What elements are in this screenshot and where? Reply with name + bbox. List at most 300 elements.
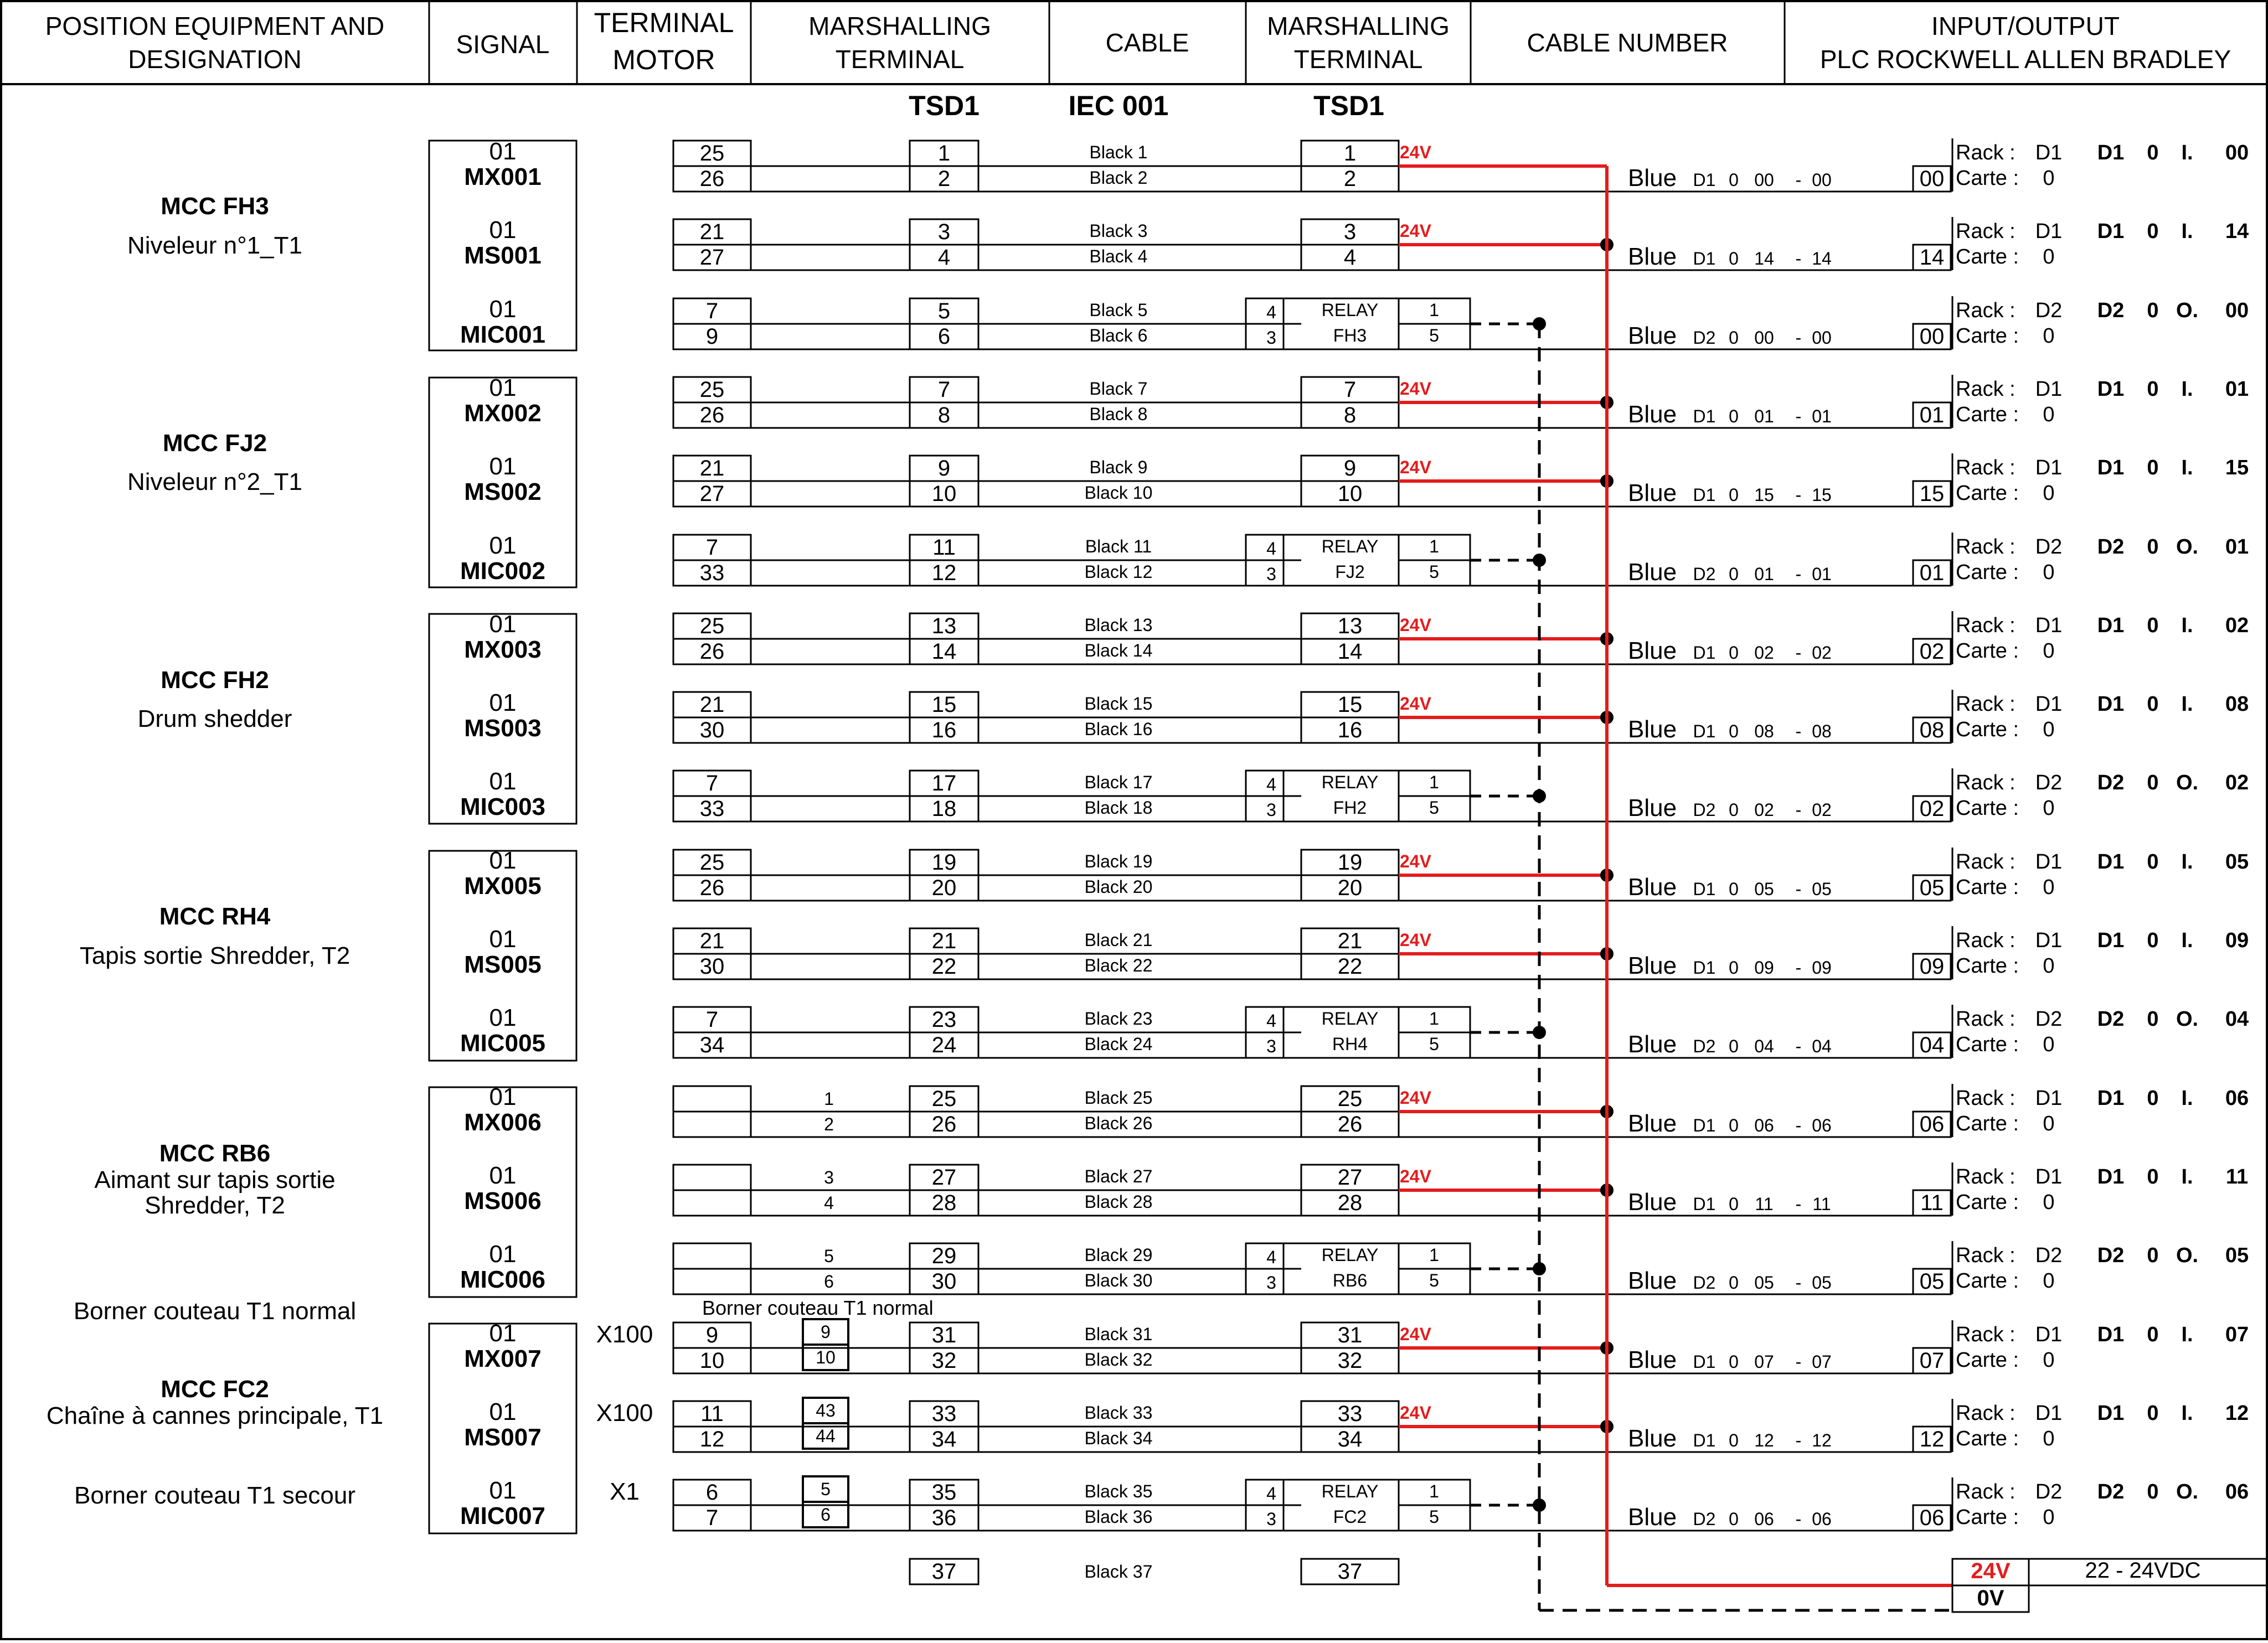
rack-label: Rack : — [1956, 378, 2016, 401]
io-channel: 05 — [1919, 1269, 1945, 1294]
header-terminal-motor-2: MOTOR — [612, 44, 715, 75]
terminal-row — [460, 296, 2249, 349]
cable-number-part: 02 — [1812, 800, 1832, 820]
cable-core: Black 25 — [1084, 1088, 1153, 1108]
io-channel: 02 — [1919, 639, 1945, 664]
signal-tag: MIC002 — [460, 557, 546, 585]
carte-label: Carte : — [1956, 245, 2019, 268]
cable-number-part: 14 — [1812, 249, 1832, 268]
group-name: MCC FH2 — [161, 666, 269, 694]
cable-number-part: 01 — [1754, 406, 1774, 426]
io-address: 02 — [2225, 771, 2249, 794]
marshalling-terminal: 5 — [937, 299, 951, 323]
marshalling-terminal: 25 — [931, 1087, 957, 1111]
cable-number-part: 0 — [1729, 958, 1739, 978]
rack-label: Rack : — [1956, 1087, 2016, 1110]
motor-terminal: 6 — [705, 1480, 719, 1505]
marshalling-terminal: 33 — [1337, 1402, 1363, 1426]
marshalling-terminal: 7 — [1343, 378, 1357, 402]
io-address: 11 — [2225, 1165, 2249, 1189]
signal-tag: MIC003 — [460, 793, 546, 820]
rack-label: Rack : — [1956, 1402, 2016, 1425]
relay-terminal: 5 — [1429, 798, 1439, 818]
io-address: 0 — [2147, 141, 2159, 164]
rack-value: D2 — [2035, 299, 2063, 322]
motor-terminal: 7 — [705, 299, 719, 323]
cable-number-color: Blue — [1628, 952, 1677, 979]
motor-wire-number: 1 — [824, 1089, 834, 1109]
motor-terminal: 9 — [705, 324, 719, 349]
cable-number-part: 05 — [1754, 879, 1774, 899]
motor-terminal: 21 — [699, 929, 725, 953]
rack-value: D1 — [2035, 141, 2063, 164]
header-marshalling-1b: TERMINAL — [835, 45, 965, 74]
marshalling-terminal: 9 — [937, 456, 951, 480]
borner-normal-label: Borner couteau T1 normal — [73, 1298, 357, 1325]
group-desc: Chaîne à cannes principale, T1 — [46, 1402, 384, 1429]
signal-tag: MX005 — [464, 872, 542, 900]
io-channel: 07 — [1919, 1348, 1945, 1373]
cable-number-part: 0 — [1729, 170, 1739, 190]
cable-number-color: Blue — [1628, 479, 1677, 507]
motor-terminal: 30 — [699, 718, 725, 742]
cable-core: Black 11 — [1085, 536, 1152, 556]
cable-number-part: 14 — [1754, 249, 1774, 268]
marshalling-terminal: 10 — [931, 482, 957, 506]
marshalling-terminal: 23 — [931, 1008, 957, 1032]
cable-number-part: 0 — [1729, 406, 1739, 426]
terminal-row — [464, 374, 2249, 428]
marshalling-terminal: 22 — [931, 954, 957, 979]
marshalling-terminal: 16 — [931, 718, 957, 742]
marshalling-terminal: 33 — [931, 1402, 957, 1426]
motor-wire-number: 3 — [824, 1167, 834, 1187]
io-address: 0 — [2147, 1008, 2159, 1031]
supply-voltage: 22 - 24VDC — [2085, 1558, 2201, 1583]
voltage-24v: 24V — [1400, 1403, 1431, 1423]
rack-value: D2 — [2035, 1480, 2063, 1504]
io-address: D1 — [2097, 141, 2125, 164]
cable-number-part: 0 — [1729, 485, 1739, 505]
marshalling-terminal: 31 — [931, 1323, 957, 1347]
supply-0v: 0V — [1977, 1586, 2004, 1610]
carte-label: Carte : — [1956, 1348, 2019, 1372]
motor-terminal: 26 — [699, 403, 725, 427]
io-address: I. — [2181, 220, 2193, 243]
voltage-24v: 24V — [1400, 142, 1431, 162]
carte-label: Carte : — [1956, 1506, 2019, 1529]
cable-number-part: 09 — [1812, 958, 1832, 978]
borner-secour-label: Borner couteau T1 secour — [74, 1482, 355, 1509]
terminal-row — [464, 1398, 2249, 1452]
rack-value: D1 — [2035, 929, 2063, 952]
carte-value: 0 — [2043, 1427, 2055, 1450]
io-address: 06 — [2225, 1087, 2249, 1110]
motor-terminal: 34 — [699, 1033, 725, 1057]
carte-value: 0 — [2043, 1348, 2055, 1372]
cable-core: Black 10 — [1084, 483, 1153, 503]
io-address: 00 — [2225, 141, 2249, 164]
io-address: D2 — [2097, 771, 2125, 794]
relay-terminal: 3 — [1266, 1036, 1276, 1056]
relay-label: FJ2 — [1335, 562, 1365, 582]
cable-core: Black 34 — [1084, 1428, 1153, 1448]
cable-number-part: 0 — [1729, 721, 1739, 741]
io-address: D1 — [2097, 456, 2125, 479]
rack-value: D1 — [2035, 1323, 2063, 1346]
signal-number: 01 — [489, 847, 517, 874]
io-address: I. — [2181, 1165, 2193, 1189]
cable-number-color: Blue — [1628, 401, 1677, 428]
motor-terminal: 25 — [699, 614, 725, 638]
group-name: MCC FC2 — [161, 1376, 269, 1403]
marshalling-terminal: 2 — [1343, 167, 1357, 191]
marshalling-terminal: 31 — [1337, 1323, 1363, 1347]
rack-value: D1 — [2035, 1165, 2063, 1189]
relay-terminal: 1 — [1429, 1481, 1439, 1501]
header-io-1: INPUT/OUTPUT — [1931, 12, 2120, 40]
cable-core: Black 23 — [1084, 1009, 1153, 1029]
marshalling-terminal: 9 — [1343, 456, 1357, 480]
last-marshalling-terminal-2: 37 — [1337, 1559, 1363, 1584]
carte-value: 0 — [2043, 1191, 2055, 1214]
carte-label: Carte : — [1956, 1427, 2019, 1450]
last-marshalling-terminal: 37 — [931, 1559, 957, 1584]
rack-label: Rack : — [1956, 299, 2016, 322]
rack-value: D1 — [2035, 220, 2063, 243]
io-address: 0 — [2147, 1165, 2159, 1189]
carte-value: 0 — [2043, 245, 2055, 268]
io-address: D1 — [2097, 1323, 2125, 1346]
voltage-24v: 24V — [1400, 615, 1431, 635]
carte-label: Carte : — [1956, 1269, 2019, 1293]
rack-value: D2 — [2035, 1008, 2063, 1031]
io-address: I. — [2181, 378, 2193, 401]
relay-terminal: 4 — [1266, 1484, 1276, 1504]
cable-number-part: 15 — [1754, 485, 1774, 505]
borner-terminal: 9 — [821, 1322, 831, 1342]
cable-number-part: D1 — [1693, 406, 1716, 426]
rack-label: Rack : — [1956, 141, 2016, 164]
signal-number: 01 — [489, 689, 517, 716]
signal-number: 01 — [489, 453, 517, 480]
cable-number-part: D2 — [1693, 328, 1716, 348]
marshalling-terminal: 25 — [1337, 1087, 1363, 1111]
marshalling-terminal: 21 — [1337, 929, 1363, 953]
cable-number-part: 06 — [1754, 1509, 1774, 1529]
marshalling-terminal: 15 — [1337, 693, 1363, 717]
cable-core: Black 1 — [1089, 142, 1148, 162]
cable-number-part: 11 — [1755, 1194, 1774, 1214]
marshalling-terminal: 32 — [931, 1348, 957, 1373]
io-address: 09 — [2225, 929, 2249, 952]
cable-number-part: D1 — [1693, 170, 1716, 190]
group-name: MCC FJ2 — [162, 430, 267, 457]
signal-number: 01 — [489, 1320, 517, 1347]
marshalling-terminal: 8 — [1343, 403, 1357, 427]
carte-value: 0 — [2043, 403, 2055, 426]
io-address: 15 — [2225, 456, 2249, 479]
cable-number-part: - — [1795, 1430, 1802, 1450]
subheader-cable-type: IEC 001 — [1068, 90, 1169, 121]
cable-number-part: - — [1795, 1273, 1802, 1293]
rack-label: Rack : — [1956, 1244, 2016, 1267]
io-address: 02 — [2225, 614, 2249, 637]
motor-terminal: 26 — [699, 167, 725, 191]
relay-terminal: 3 — [1266, 328, 1276, 348]
relay-terminal: 1 — [1429, 1245, 1439, 1265]
marshalling-terminal: 6 — [937, 324, 951, 349]
group-name: MCC FH3 — [161, 193, 269, 220]
cable-core: Black 36 — [1084, 1507, 1153, 1527]
cable-core: Black 8 — [1089, 404, 1148, 424]
cable-core: Black 28 — [1084, 1192, 1153, 1212]
cable-core: Black 13 — [1084, 615, 1153, 635]
motor-terminal: 21 — [699, 693, 725, 717]
signal-number: 01 — [489, 1162, 517, 1189]
marshalling-terminal: 12 — [931, 561, 957, 585]
carte-value: 0 — [2043, 482, 2055, 505]
marshalling-terminal: 21 — [931, 929, 957, 953]
motor-terminal: 26 — [699, 639, 725, 664]
cable-number-part: 07 — [1812, 1352, 1832, 1372]
cable-number-part: D1 — [1693, 1115, 1716, 1135]
signal-number: 01 — [489, 611, 517, 638]
io-channel: 09 — [1919, 954, 1945, 979]
borner-terminal: 43 — [816, 1401, 836, 1420]
cable-core: Black 24 — [1084, 1034, 1153, 1054]
io-address: I. — [2181, 1402, 2193, 1425]
motor-terminal: 27 — [699, 245, 725, 270]
motor-terminal: 33 — [699, 561, 725, 585]
rack-value: D2 — [2035, 535, 2063, 559]
io-address: D1 — [2097, 220, 2125, 243]
relay-label: RELAY — [1321, 536, 1379, 556]
relay-label: RELAY — [1321, 300, 1379, 320]
rack-value: D1 — [2035, 1402, 2063, 1425]
cable-number-part: 0 — [1729, 1430, 1739, 1450]
signal-tag: MX002 — [464, 400, 542, 427]
marshalling-terminal: 19 — [931, 850, 957, 875]
cable-number-color: Blue — [1628, 1504, 1677, 1531]
carte-value: 0 — [2043, 1269, 2055, 1293]
marshalling-terminal: 27 — [1337, 1165, 1363, 1190]
cable-number-part: 0 — [1729, 1036, 1739, 1056]
carte-label: Carte : — [1956, 718, 2019, 741]
voltage-24v: 24V — [1400, 1088, 1431, 1108]
io-address: 0 — [2147, 299, 2159, 322]
carte-value: 0 — [2043, 876, 2055, 899]
carte-label: Carte : — [1956, 797, 2019, 820]
motor-terminal: 25 — [699, 378, 725, 402]
signal-number: 01 — [489, 532, 517, 559]
io-address: 01 — [2225, 378, 2249, 401]
relay-terminal: 1 — [1429, 1009, 1439, 1029]
relay-terminal: 3 — [1266, 1509, 1276, 1529]
cable-number-part: 0 — [1729, 643, 1739, 663]
signal-number: 01 — [489, 926, 517, 953]
cable-number-color: Blue — [1628, 243, 1677, 270]
carte-label: Carte : — [1956, 403, 2019, 426]
relay-terminal: 5 — [1429, 562, 1439, 582]
cable-number-part: 0 — [1729, 1352, 1739, 1372]
io-address: 14 — [2225, 220, 2249, 243]
cable-number-part: 11 — [1812, 1194, 1831, 1214]
cable-number-part: - — [1795, 1509, 1802, 1529]
carte-value: 0 — [2043, 639, 2055, 663]
cable-number-part: D2 — [1693, 800, 1716, 820]
rack-label: Rack : — [1956, 1008, 2016, 1031]
motor-terminal: 7 — [705, 535, 719, 560]
cable-number-part: 02 — [1754, 800, 1774, 820]
io-address: 04 — [2225, 1008, 2249, 1031]
io-address: D1 — [2097, 693, 2125, 716]
cable-number-part: 04 — [1754, 1036, 1774, 1056]
power-supply — [1952, 1558, 2267, 1612]
relay-terminal: 5 — [1429, 326, 1439, 345]
header-cable-number: CABLE NUMBER — [1527, 28, 1728, 57]
cable-number-part: 00 — [1812, 328, 1832, 348]
header-cable: CABLE — [1105, 28, 1189, 57]
io-channel: 00 — [1919, 324, 1945, 349]
terminal-row — [460, 768, 2249, 822]
cable-number-part: D1 — [1693, 485, 1716, 505]
cable-number-part: D1 — [1693, 1194, 1716, 1214]
carte-value: 0 — [2043, 1033, 2055, 1056]
marshalling-terminal: 1 — [937, 141, 951, 166]
last-row — [910, 1559, 1399, 1584]
group-desc: Shredder, T2 — [145, 1192, 285, 1219]
cable-number-part: 06 — [1812, 1509, 1832, 1529]
marshalling-terminal: 27 — [931, 1165, 957, 1190]
motor-terminal: 33 — [699, 797, 725, 821]
cable-number-part: 15 — [1812, 485, 1832, 505]
cable-number-part: 07 — [1754, 1352, 1774, 1372]
carte-value: 0 — [2043, 1112, 2055, 1135]
header-terminal-motor-1: TERMINAL — [594, 7, 734, 38]
signal-tag: MS003 — [464, 715, 542, 742]
motor-terminal: 30 — [699, 954, 725, 979]
marshalling-terminal: 4 — [937, 245, 951, 270]
cable-number-part: 08 — [1812, 721, 1832, 741]
signal-number: 01 — [489, 138, 517, 165]
io-address: D1 — [2097, 929, 2125, 952]
voltage-24v: 24V — [1400, 1166, 1431, 1186]
io-address: 0 — [2147, 535, 2159, 559]
relay-terminal: 5 — [1429, 1034, 1439, 1054]
cable-number-color: Blue — [1628, 1267, 1677, 1294]
header-signal: SIGNAL — [456, 30, 550, 59]
rack-label: Rack : — [1956, 456, 2016, 479]
cable-number-part: 00 — [1754, 170, 1774, 190]
io-address: I. — [2181, 141, 2193, 164]
cable-core: Black 12 — [1084, 562, 1153, 582]
motor-terminal: 27 — [699, 482, 725, 506]
cable-core: Black 20 — [1084, 877, 1153, 897]
cable-number-part: 05 — [1812, 1273, 1832, 1293]
rack-value: D1 — [2035, 378, 2063, 401]
io-channel: 14 — [1919, 245, 1945, 270]
io-address: 0 — [2147, 1402, 2159, 1425]
carte-label: Carte : — [1956, 1033, 2019, 1056]
header-row — [1, 1, 2267, 84]
signal-number: 01 — [489, 768, 517, 795]
group-desc: Aimant sur tapis sortie — [94, 1166, 336, 1194]
io-address: 0 — [2147, 1323, 2159, 1346]
marshalling-terminal: 4 — [1343, 245, 1357, 270]
io-address: 12 — [2225, 1402, 2249, 1425]
carte-label: Carte : — [1956, 482, 2019, 505]
power-bus — [1539, 166, 1952, 1610]
signal-tag: MX003 — [464, 636, 542, 663]
signal-tag: MS002 — [464, 478, 542, 505]
cable-number-color: Blue — [1628, 164, 1677, 192]
io-channel: 05 — [1919, 876, 1945, 900]
carte-value: 0 — [2043, 718, 2055, 741]
cable-core: Black 7 — [1089, 379, 1148, 399]
motor-terminal-block: X1 — [610, 1478, 640, 1505]
relay-label: RELAY — [1321, 1009, 1379, 1029]
io-address: 05 — [2225, 1244, 2249, 1267]
rack-value: D2 — [2035, 1244, 2063, 1267]
io-address: D2 — [2097, 535, 2125, 559]
cable-number-part: 0 — [1729, 1194, 1739, 1214]
io-address: O. — [2176, 1244, 2199, 1267]
io-address: 0 — [2147, 1087, 2159, 1110]
group-name: MCC RB6 — [159, 1140, 271, 1167]
cable-number-part: 04 — [1812, 1036, 1832, 1056]
carte-value: 0 — [2043, 324, 2055, 348]
cable-number-part: - — [1795, 1352, 1802, 1372]
cable-number-part: - — [1795, 406, 1802, 426]
io-address: 0 — [2147, 929, 2159, 952]
cable-number-color: Blue — [1628, 559, 1677, 586]
cable-number-part: 01 — [1754, 564, 1774, 584]
cable-number-color: Blue — [1628, 1031, 1677, 1058]
terminal-row — [464, 847, 2249, 901]
io-address: 00 — [2225, 299, 2249, 322]
relay-label: FC2 — [1333, 1507, 1367, 1527]
group-desc: Tapis sortie Shredder, T2 — [79, 942, 350, 969]
carte-label: Carte : — [1956, 1191, 2019, 1214]
rack-value: D1 — [2035, 614, 2063, 637]
marshalling-terminal: 10 — [1337, 482, 1363, 506]
relay-label: RELAY — [1321, 772, 1379, 792]
marshalling-terminal: 36 — [931, 1506, 957, 1530]
cable-number-part: - — [1795, 721, 1802, 741]
cable-number-part: D1 — [1693, 1352, 1716, 1372]
signal-tag: MIC007 — [460, 1502, 546, 1530]
terminal-row — [464, 689, 2249, 743]
io-address: D1 — [2097, 614, 2125, 637]
carte-label: Carte : — [1956, 324, 2019, 348]
carte-label: Carte : — [1956, 1112, 2019, 1135]
rows — [460, 138, 2249, 1531]
cable-number-part: 08 — [1754, 721, 1774, 741]
io-address: 0 — [2147, 378, 2159, 401]
motor-wire-number: 5 — [824, 1246, 834, 1266]
relay-label: FH2 — [1333, 798, 1367, 818]
rack-label: Rack : — [1956, 929, 2016, 952]
marshalling-terminal: 13 — [931, 614, 957, 638]
motor-terminal-block: X100 — [596, 1399, 653, 1427]
signal-number: 01 — [489, 1477, 517, 1504]
io-address: D1 — [2097, 1165, 2125, 1189]
borner-terminal: 10 — [816, 1347, 836, 1367]
motor-terminal: 12 — [699, 1427, 725, 1451]
marshalling-terminal: 11 — [932, 535, 956, 560]
carte-label: Carte : — [1956, 954, 2019, 978]
